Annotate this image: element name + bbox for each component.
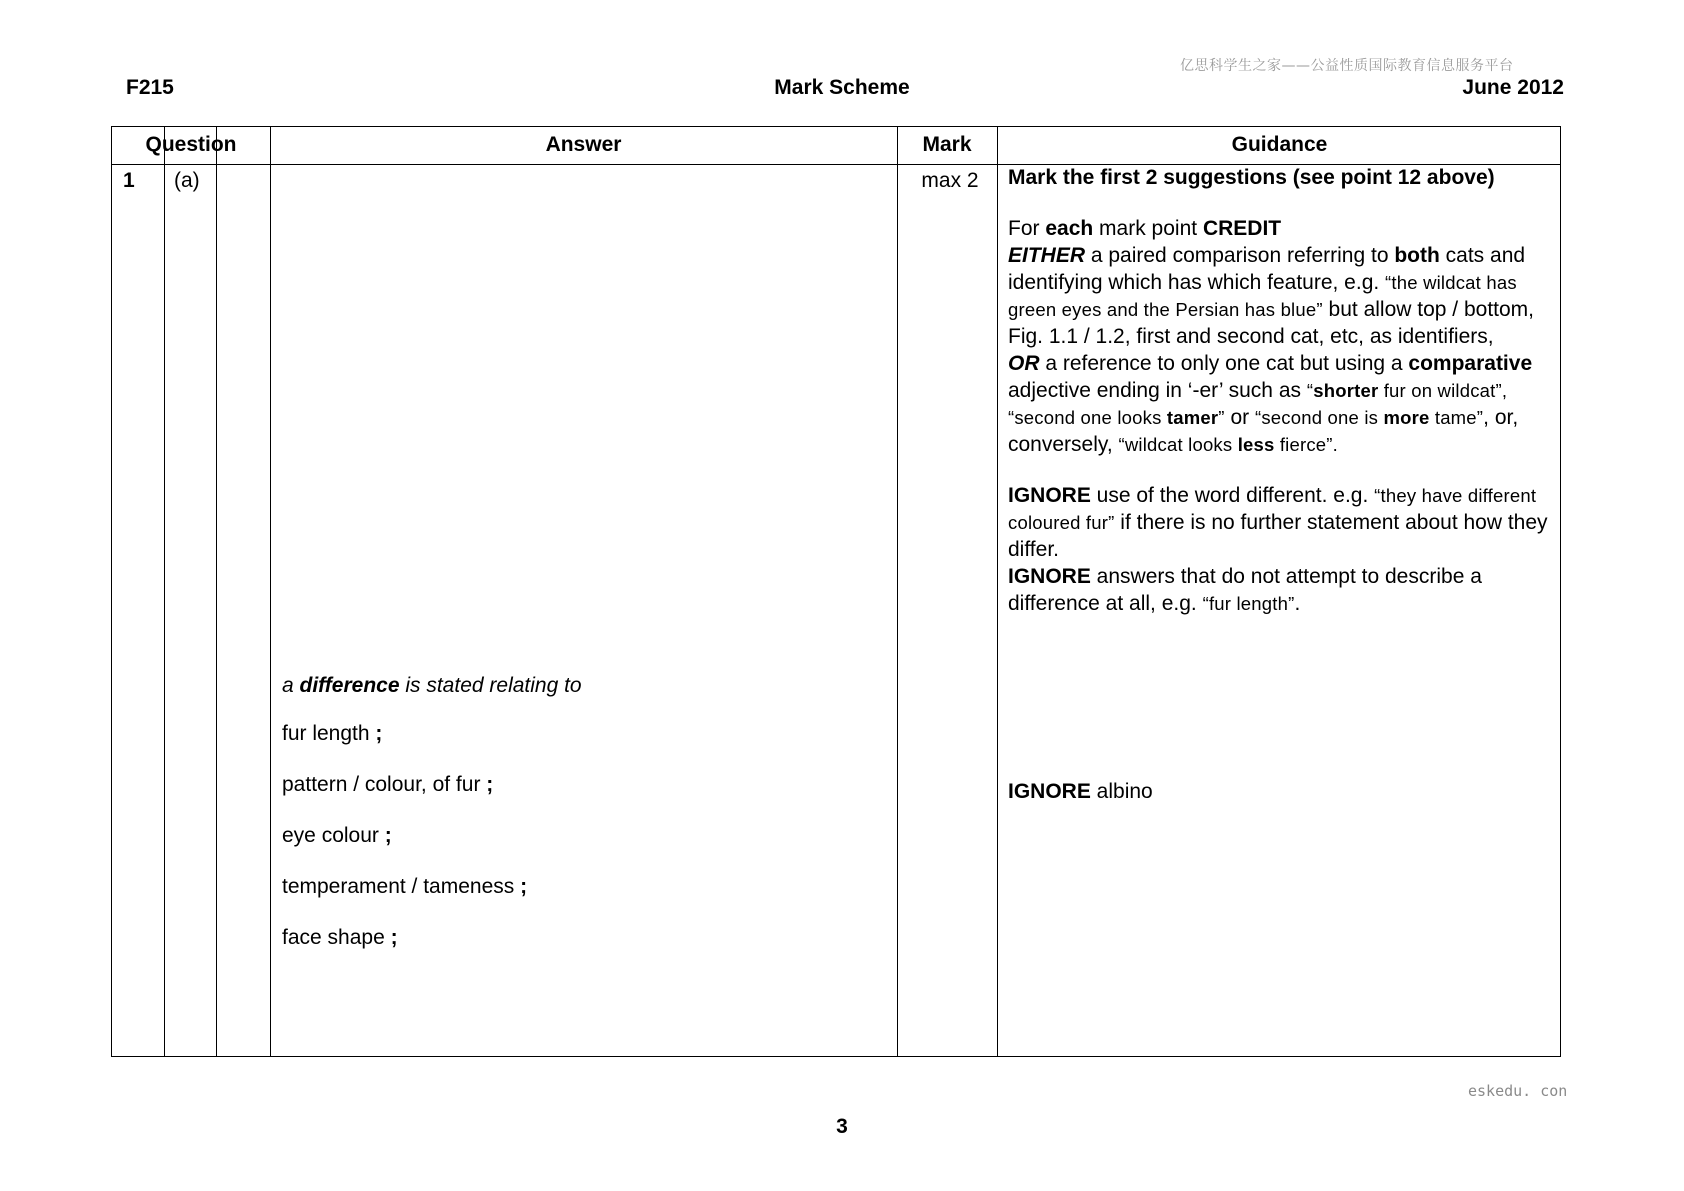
- column-header-answer: Answer: [545, 133, 622, 156]
- divider: [270, 127, 271, 1056]
- column-header-mark: Mark: [922, 133, 972, 156]
- answer-point: [282, 824, 392, 848]
- text-run: “second one is: [1255, 407, 1384, 428]
- guidance-credit: [1008, 215, 1548, 242]
- spacer: [1008, 458, 1548, 482]
- answer-point-text: fur length: [282, 722, 370, 745]
- guidance-ignore-albino: [1008, 780, 1153, 804]
- guidance-ignore-no-difference: [1008, 563, 1548, 617]
- example-quote: [1119, 434, 1338, 455]
- text-run: but allow top / bottom, Fig. 1.1 / 1.2, first and second cat, etc, as identifiers,: [1008, 298, 1535, 348]
- divider: [997, 127, 998, 1056]
- ignore-label: IGNORE: [1008, 484, 1091, 507]
- text-run: use of the word different. e.g.: [1090, 484, 1375, 507]
- text-run: or: [1224, 406, 1255, 429]
- answer-point-separator: ;: [514, 875, 528, 898]
- question-number: 1: [123, 169, 135, 192]
- ignore-label: IGNORE: [1008, 565, 1091, 588]
- answer-point: [282, 926, 398, 950]
- answer-point: [282, 722, 382, 746]
- text-run-bold: shorter: [1313, 380, 1379, 401]
- answer-intro-text: is stated relating to: [399, 674, 582, 697]
- text-run: “wildcat looks: [1118, 434, 1238, 455]
- or-label: OR: [1008, 352, 1040, 375]
- divider: [164, 127, 165, 1056]
- text-run: For: [1008, 217, 1046, 240]
- answer-point-text: pattern / colour, of fur: [282, 773, 481, 796]
- text-run: if there is no further statement about how they differ.: [1008, 511, 1548, 561]
- example-quote: [1255, 407, 1483, 428]
- text-run: a reference to only one cat but using a: [1039, 352, 1409, 375]
- answer-point-separator: ;: [480, 773, 494, 796]
- exam-date: June 2012: [1462, 76, 1564, 99]
- text-run: “: [1306, 380, 1314, 401]
- answer-point-separator: ;: [378, 824, 392, 847]
- text-run: ”: [1218, 407, 1225, 428]
- text-run: mark point: [1093, 217, 1203, 240]
- guidance-or: [1008, 350, 1548, 458]
- answer-point: [282, 773, 493, 797]
- column-header-question: Question: [145, 133, 237, 156]
- mark-value: max 2: [921, 169, 979, 192]
- text-run: , or, conversely,: [1008, 406, 1519, 456]
- text-run: .: [1294, 592, 1301, 615]
- text-run: fur on wildcat”, “second one looks: [1008, 380, 1508, 428]
- text-run: fierce”.: [1274, 434, 1338, 455]
- guidance-text: [1008, 164, 1548, 617]
- watermark-top: 亿思科学生之家——公益性质国际教育信息服务平台: [1180, 58, 1514, 74]
- answer-intro: [282, 672, 882, 699]
- example-quote: “they have different coloured fur”: [1008, 485, 1537, 533]
- divider: [216, 127, 217, 1056]
- text-run: tame”: [1429, 407, 1484, 428]
- column-header-guidance: Guidance: [1231, 133, 1328, 156]
- answer-point-text: face shape: [282, 926, 385, 949]
- text-run: albino: [1090, 780, 1153, 803]
- page-number: 3: [836, 1115, 848, 1138]
- example-quote: “fur length”: [1202, 593, 1295, 614]
- text-run-bold: each: [1045, 217, 1094, 240]
- text-run-bold: comparative: [1408, 352, 1533, 375]
- question-part: (a): [174, 169, 200, 192]
- answer-point-text: eye colour: [282, 824, 379, 847]
- answer-point-separator: ;: [384, 926, 398, 949]
- watermark-bottom: eskedu. con: [1468, 1082, 1568, 1100]
- ignore-label: IGNORE: [1008, 780, 1091, 803]
- text-run: a paired comparison referring to: [1085, 244, 1395, 267]
- either-label: EITHER: [1008, 244, 1086, 267]
- answer-point-separator: ;: [369, 722, 383, 745]
- mark-scheme-table: [111, 126, 1561, 1057]
- text-run: cats and identifying which has which feature, e.g.: [1008, 244, 1526, 294]
- text-run: answers that do not attempt to describe a difference at all, e.g.: [1008, 565, 1482, 615]
- guidance-ignore-different: [1008, 482, 1548, 563]
- answer-intro-bold: difference: [299, 674, 400, 697]
- text-run-bold: less: [1237, 434, 1275, 455]
- divider: [897, 127, 898, 1056]
- text-run-bold: tamer: [1166, 407, 1219, 428]
- example-quote: “the wildcat has green eyes and the Persian has blue”: [1008, 272, 1517, 320]
- guidance-heading: Mark the first 2 suggestions (see point 12 above): [1008, 166, 1495, 189]
- paper-code: F215: [126, 76, 174, 99]
- text-run-bold: CREDIT: [1202, 217, 1282, 240]
- text-run-bold: more: [1383, 407, 1430, 428]
- text-run: adjective ending in ‘-er’ such as: [1008, 379, 1307, 402]
- answer-point-text: temperament / tameness: [282, 875, 515, 898]
- guidance-either: [1008, 242, 1548, 350]
- document-title: Mark Scheme: [774, 76, 910, 99]
- answer-point: [282, 875, 527, 899]
- text-run-bold: both: [1394, 244, 1440, 267]
- answer-intro-text: a: [282, 674, 300, 697]
